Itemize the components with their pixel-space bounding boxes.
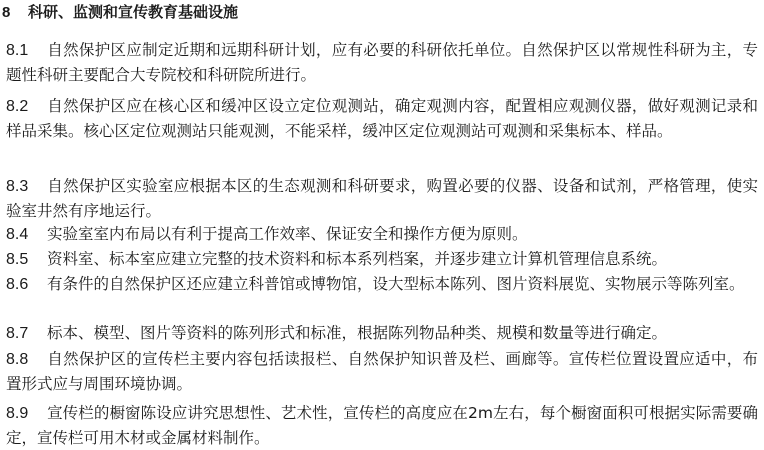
clause-8-3 <box>6 174 758 223</box>
clause-text: 自然保护区应制定近期和远期科研计划，应有必要的科研依托单位。自然保护区以常规性科研为主，专题性科研主要配合大专院校和科研院所进行。 <box>6 41 758 84</box>
clause-number: 8.3 <box>6 178 29 195</box>
clause-text: 资料室、标本室应建立完整的技术资料和标本系列档案，并逐步建立计算机管理信息系统。 <box>47 250 668 268</box>
clause-8-4 <box>6 222 758 247</box>
clause-8-6 <box>6 272 758 297</box>
section-heading <box>2 2 238 23</box>
clause-text: 自然保护区的宣传栏主要内容包括读报栏、自然保护知识普及栏、画廊等。宣传栏位置设置应适中，布置形式应与周围环境协调。 <box>6 350 758 393</box>
clause-text: 自然保护区实验室应根据本区的生态观测和科研要求，购置必要的仪器、设备和试剂，严格管理，使实验室井然有序地运行。 <box>6 177 758 220</box>
clause-number: 8.2 <box>6 98 29 115</box>
clause-text: 实验室室内布局以有利于提高工作效率、保证安全和操作方便为原则。 <box>47 225 528 243</box>
clause-8-5 <box>6 247 758 272</box>
clause-8-9 <box>6 401 758 450</box>
clause-text: 自然保护区应在核心区和缓冲区设立定位观测站，确定观测内容，配置相应观测仪器，做好观测记录和样品采集。核心区定位观测站只能观测，不能采样，缓冲区定位观测站可观测和采集标本、样品。 <box>6 97 758 140</box>
clause-number: 8.1 <box>6 42 29 59</box>
clause-8-8 <box>6 347 758 396</box>
section-number: 8 <box>2 4 11 21</box>
clause-text: 标本、模型、图片等资料的陈列形式和标准，根据陈列物品种类、规模和数量等进行确定。 <box>47 324 668 342</box>
section-title: 科研、监测和宣传教育基础设施 <box>28 3 239 21</box>
clause-number: 8.7 <box>6 325 29 342</box>
clause-number: 8.8 <box>6 351 29 368</box>
clause-number: 8.4 <box>6 226 29 243</box>
clause-number: 8.5 <box>6 251 29 268</box>
clause-number: 8.9 <box>6 405 29 422</box>
clause-text: 有条件的自然保护区还应建立科普馆或博物馆，设大型标本陈列、图片资料展览、实物展示等陈列室。 <box>47 275 745 293</box>
clause-8-7 <box>6 321 758 346</box>
clause-text: 宣传栏的橱窗陈设应讲究思想性、艺术性，宣传栏的高度应在2m左右，每个橱窗面积可根据实际需要确定，宣传栏可用木材或金属材料制作。 <box>6 404 758 447</box>
clause-8-2 <box>6 94 758 143</box>
clause-number: 8.6 <box>6 276 29 293</box>
clause-8-1 <box>6 38 758 87</box>
